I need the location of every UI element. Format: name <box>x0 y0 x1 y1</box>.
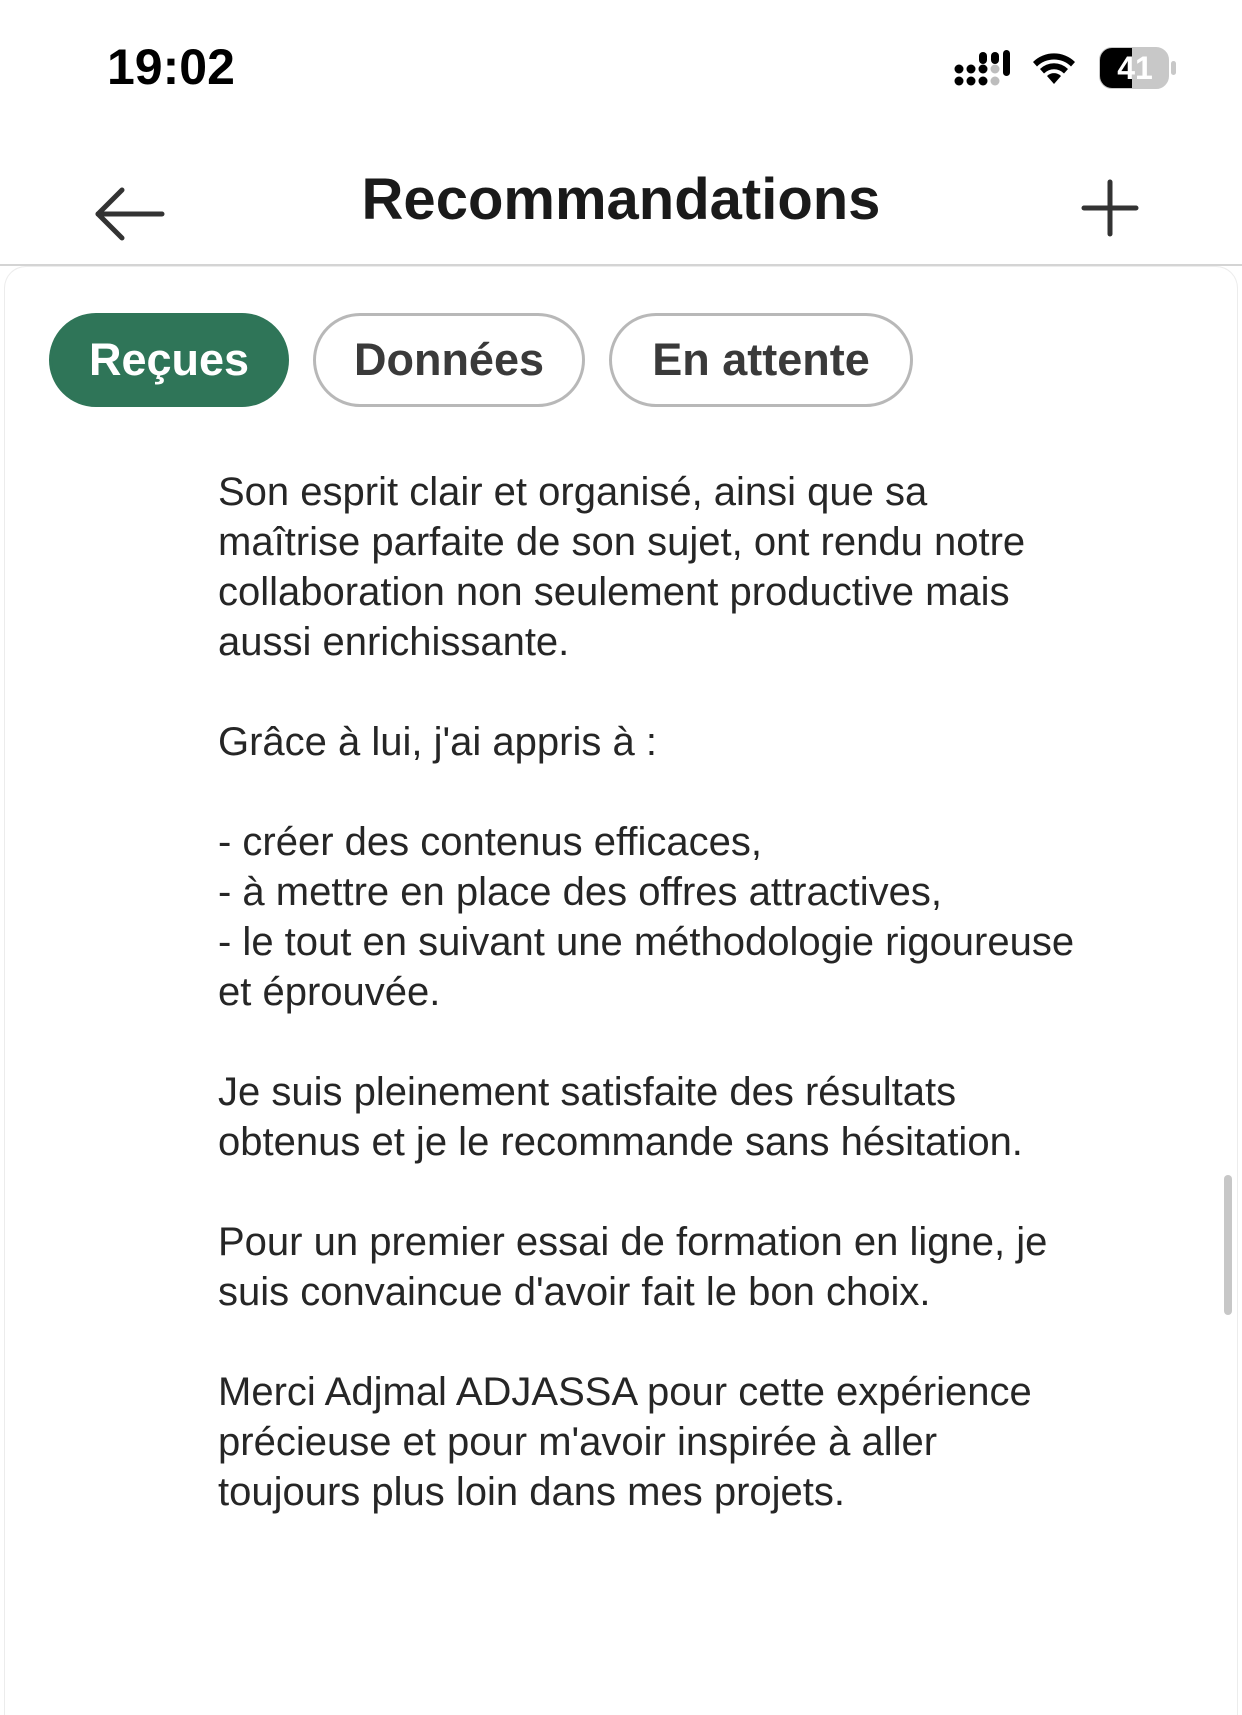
recommendation-text <box>218 467 1078 1567</box>
wifi-icon <box>1030 50 1078 86</box>
tab-donnees[interactable]: Données <box>313 313 585 407</box>
recommendation-paragraph: Pour un premier essai de formation en ligne, je suis convaincue d'avoir fait le bon choix. <box>218 1220 1048 1314</box>
tabs <box>49 313 913 407</box>
arrow-left-icon <box>90 237 170 254</box>
page-title: Recommandations <box>361 167 881 232</box>
tab-recues[interactable]: Reçues <box>49 313 289 407</box>
recommendations-card <box>4 266 1238 1715</box>
status-time: 19:02 <box>107 39 235 95</box>
scrollbar[interactable] <box>1224 1175 1232 1315</box>
status-bar <box>0 0 1242 130</box>
nav-bar <box>0 130 1242 266</box>
recommendation-paragraph: - créer des contenus efficaces, - à mettre en place des offres attractives, - le tout en suivant une méthodologie rigoureuse et éprouvée. <box>218 820 1075 1014</box>
battery-level: 41 <box>1117 49 1153 86</box>
status-icons <box>954 46 1178 90</box>
tab-en-attente[interactable]: En attente <box>609 313 913 407</box>
recommendation-paragraph: Son esprit clair et organisé, ainsi que sa maîtrise parfaite de son sujet, ont rendu notre collaboration non seulement productive mais aussi enrichissante. <box>218 470 1026 664</box>
signal-icon <box>954 50 1010 86</box>
recommendation-paragraph: Je suis pleinement satisfaite des résultats obtenus et je le recommande sans hésitation. <box>218 1070 1023 1164</box>
recommendation-paragraph: Merci Adjmal ADJASSA pour cette expérience précieuse et pour m'avoir inspirée à aller toujours plus loin dans mes projets. <box>218 1370 1032 1514</box>
plus-icon <box>1078 227 1142 244</box>
battery-icon <box>1098 46 1178 90</box>
add-button[interactable] <box>1078 176 1142 240</box>
recommendation-paragraph: Grâce à lui, j'ai appris à : <box>218 720 657 764</box>
